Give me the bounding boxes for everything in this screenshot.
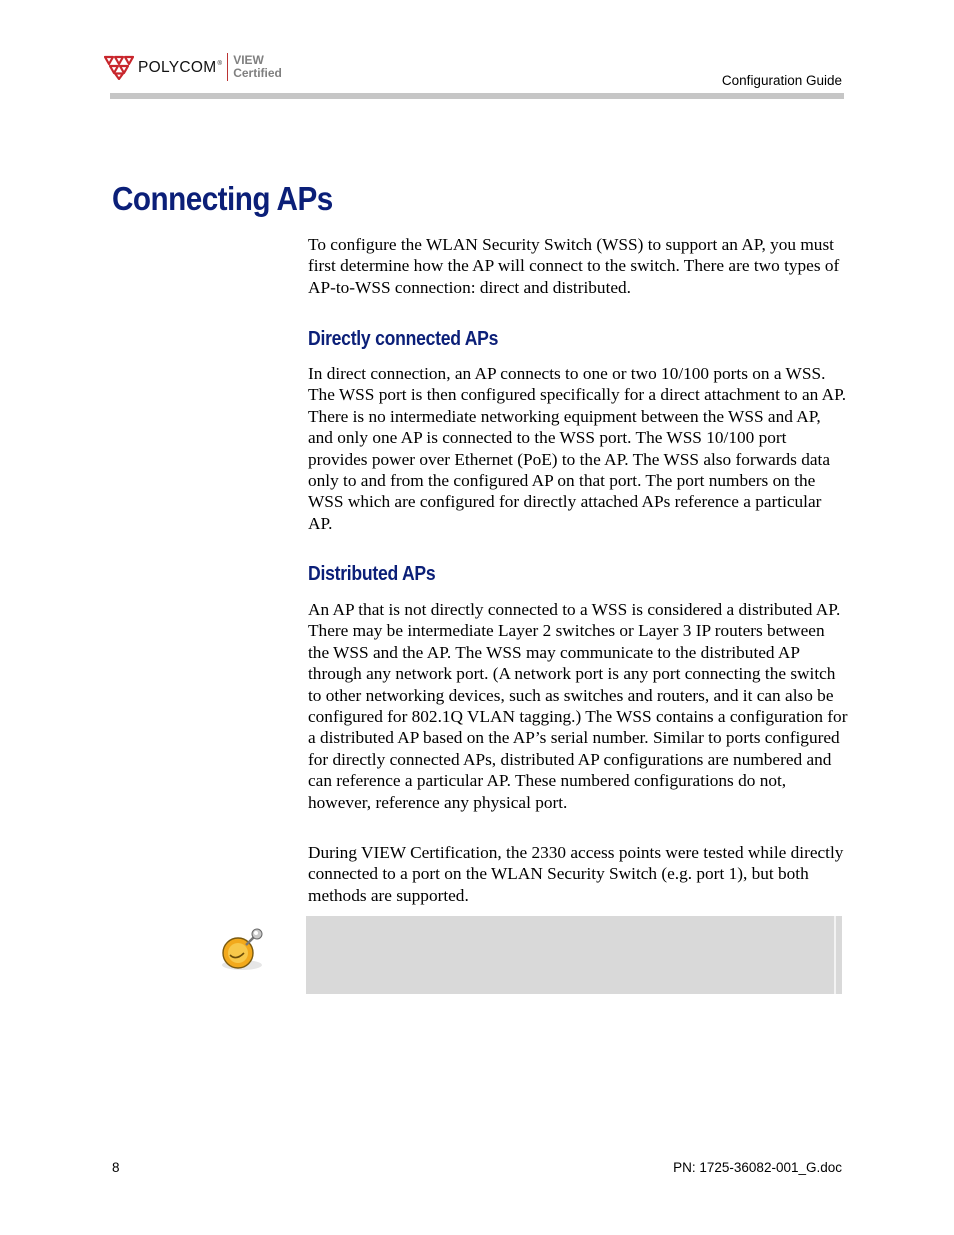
- header-rule: [110, 93, 844, 99]
- certification-paragraph: During VIEW Certification, the 2330 access points were tested while directly connected to a port on the WLAN Security Switch (e.g. port 1), but both methods are supported.: [308, 843, 844, 905]
- logo-certification: [233, 54, 282, 80]
- note-box-edge: [834, 916, 836, 994]
- logo-brand-text: POLYCOM®: [138, 58, 223, 76]
- logo-cert-line1: VIEW: [233, 53, 264, 67]
- part-number: PN: 1725-36082-001_G.doc: [673, 1160, 842, 1175]
- logo-divider: [227, 53, 228, 81]
- intro-paragraph: To configure the WLAN Security Switch (WSS) to support an AP, you must first determine how the AP will connect to the switch. There are two types of AP-to-WSS connection: direct and distributed.: [308, 235, 840, 297]
- polycom-view-certified-logo: [104, 50, 282, 84]
- pushpin-note-icon: [218, 925, 268, 973]
- polycom-triangles-icon: [104, 54, 134, 80]
- distributed-paragraph: An AP that is not directly connected to a WSS is considered a distributed AP. There may be intermediate Layer 2 switches or Layer 3 IP routers between the WSS and the AP. The WSS may communicate to the distributed AP through any network port. (A network port is any port connecting the switch to other networking devices, such as switches and routers, and it can also be configured for 802.1Q VLAN tagging.) The WSS contains a configuration for a distributed AP based on the AP’s serial number. Similar to ports configured for directly connected APs, distributed AP configurations are numbered and can reference a particular AP. These numbered configurations do not, however, reference any physical port.: [308, 600, 848, 812]
- running-header: Configuration Guide: [721, 73, 842, 88]
- note-box: [306, 916, 842, 994]
- page-title: Connecting APs: [112, 180, 333, 217]
- page-number: 8: [112, 1160, 120, 1175]
- logo-cert-line2: Certified: [233, 66, 282, 80]
- section-heading-distributed: Distributed APs: [308, 563, 436, 585]
- section-heading-direct: Directly connected APs: [308, 328, 499, 350]
- direct-paragraph: In direct connection, an AP connects to one or two 10/100 ports on a WSS. The WSS port is then configured specifically for a direct attachment to an AP. There is no intermediate networking equipment between the WSS and AP, and only one AP is connected to the WSS port. The WSS 10/100 port provides power over Ethernet (PoE) to the AP. The WSS also forwards data only to and from the configured AP on that port. The port numbers on the WSS which are configured for directly attached APs reference a particular AP.: [308, 364, 847, 533]
